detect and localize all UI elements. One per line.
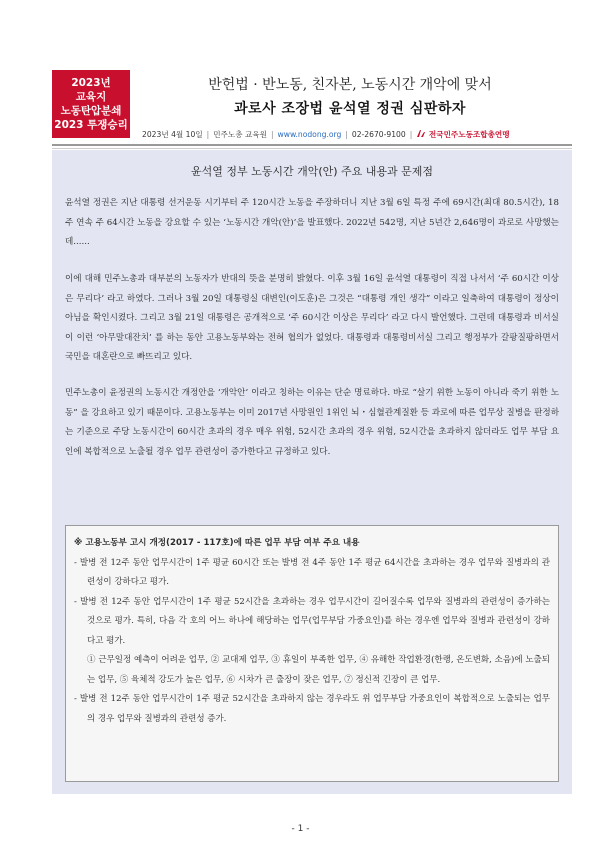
- paragraph: 이에 대해 민주노총과 대부분의 노동자가 반대의 뜻을 분명히 밝혔다. 이후 3월 16일 윤석열 대통령이 직접 나서서 ‘주 60시간 이상은 무리다’ 라고 하였다. 그러나 3월 20일 대통령실 대변인(이도훈)은 그것은 “대통령 개인 생각” 이라고 일축하여 대통령이 정상이 아님을 확인시켰다. 그리고 3월 21일 대통령은 공개적으로 ‘주 60시간 이상은 무리다’ 라고 다시 발언했다. 그런데 대통령과 비서실이 이런 ‘아무말대잔치’ 를 하는 동안 고용노동부와는 전혀 협의가 없었다. 대통령과 대통령비서실 그리고 행정부가 갈팡질팡하면서 국민을 대혼란으로 빠뜨리고 있다.: [65, 274, 559, 362]
- kctu-logo-icon: [416, 129, 426, 138]
- badge-line: 2023년: [71, 77, 111, 89]
- header-divider: [52, 144, 572, 146]
- phone-number: 02-2670-9100: [351, 129, 406, 139]
- paragraph: 윤석열 정권은 지난 대통령 선거운동 시기부터 주 120시간 노동을 주장하더니 지난 3월 6일 특정 주에 69시간(최대 80.5시간), 18주 연속 주 64시간 노동을 강요할 수 있는 ‘노동시간 개악(안)’을 발표했다. 2022년 542명, 지난 5년간 2,646명이 과로로 사망했는데......: [65, 198, 559, 247]
- header-subtitle: 반헌법 · 반노동, 친자본, 노동시간 개악에 맞서: [208, 77, 492, 93]
- page-number: - 1 -: [291, 824, 310, 834]
- publish-date: 2023년 4월 10일: [142, 129, 203, 139]
- website-link[interactable]: www.nodong.org: [277, 129, 342, 139]
- paragraph: 민주노총이 윤정권의 노동시간 개정안을 ‘개악안’ 이라고 칭하는 이유는 단순 명료하다. 바로 “살기 위한 노동이 아니라 죽기 위한 노동” 을 강요하고 있기 때문이다. 고용노동부는 이미 2017년 사망원인 1위인 뇌・심혈관계질환 등 과로에 따른 업무상 질병을 판정하는 기준으로 주당 노동시간이 60시간 초과의 경우 매우 위험, 52시간 초과의 경우 위험, 52시간을 초과하지 않더라도 업무 부담 요인에 복합적으로 노출될 경우 업무 관련성이 증가한다고 규정하고 있다.: [65, 388, 559, 457]
- badge-line: 2023 투쟁승리: [54, 119, 128, 131]
- section-title: 윤석열 정부 노동시간 개악(안) 주요 내용과 문제점: [190, 165, 434, 178]
- org-name: 전국민주노동조합총연맹: [428, 129, 510, 139]
- header-divider-thin: [52, 148, 572, 149]
- notice-factors: ① 근무일정 예측이 어려운 업무, ② 교대제 업무, ③ 휴일이 부족한 업무, ④ 유해한 작업환경(한랭, 온도변화, 소음)에 노출되는 업무, ⑤ 육체적 강도가 높은 업무, ⑥ 시차가 큰 출장이 잦은 업무, ⑦ 정신적 긴장이 큰 업무.: [87, 655, 550, 685]
- publisher: 민주노총 교육원: [213, 129, 267, 139]
- org-logo: [416, 129, 509, 140]
- notice-item: - 발병 전 12주 동안 업무시간이 1주 평균 52시간을 초과하는 경우 업무시간이 길어질수록 업무와 질병과의 관련성이 증가하는 것으로 평가. 특히, 다음 각 호의 어느 하나에 해당하는 업무(업무부담 가중요인)를 하는 경우엔 업무와 질병과 관련성이 강하다고 평가.: [74, 596, 550, 646]
- notice-item: - 발병 전 12주 동안 업무시간이 1주 평균 52시간을 초과하지 않는 경우라도 위 업무부담 가중요인이 복합적으로 노출되는 업무의 경우 업무와 질병과의 관련성 증가.: [74, 694, 550, 724]
- notice-item: - 발병 전 12주 동안 업무시간이 1주 평균 60시간 또는 발병 전 4주 동안 1주 평균 64시간을 초과하는 경우 업무와 질병과의 관련성이 강하다고 평가.: [74, 557, 550, 587]
- badge-line: 교육지: [75, 91, 107, 103]
- badge-line: 노동탄압분쇄: [60, 105, 122, 117]
- header-title: 과로사 조장법 윤석열 정권 심판하자: [234, 101, 466, 117]
- notice-box: [65, 525, 559, 782]
- notice-heading: ※ 고용노동부 고시 개정(2017 - 117호)에 따른 업무 부담 여부 주요 내용: [74, 538, 360, 548]
- campaign-badge: [52, 70, 130, 138]
- publication-info: 2023년 4월 10일 | 민주노총 교육원 | www.nodong.org | 02-2670-9100 | 전국민주노동조합총연맹: [142, 129, 510, 139]
